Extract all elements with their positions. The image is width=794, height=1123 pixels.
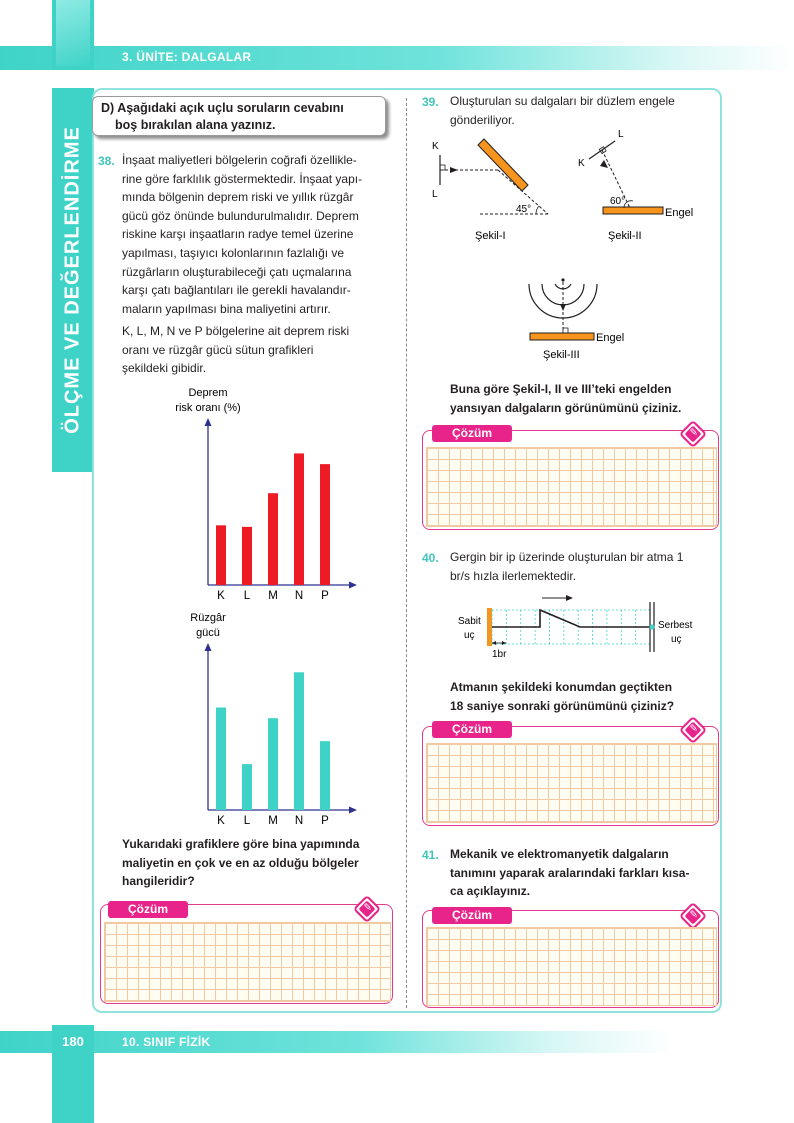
q38-question xyxy=(122,835,397,891)
section-d-line2: boş bırakılan alana yazınız. xyxy=(115,118,276,132)
chart-x-tick-label: L xyxy=(243,815,251,827)
pencil-icon-glyph: ✎ xyxy=(689,427,698,439)
fig1-caption: Şekil-I xyxy=(475,230,506,242)
fig1-label-l: L xyxy=(432,189,438,200)
q39-number: 39. xyxy=(422,95,439,109)
q39-figure-1 xyxy=(420,135,570,247)
chart-y-axis-arrow xyxy=(205,418,212,426)
fig2-label-l: L xyxy=(618,129,624,140)
pencil-icon-glyph: ✎ xyxy=(363,902,372,914)
q41-question-line: ca açıklayınız. xyxy=(450,884,531,899)
fig2-barrier-label: Engel xyxy=(665,207,694,219)
book-title: 10. SINIF FİZİK xyxy=(122,1035,211,1049)
q38-solution-label: Çözüm xyxy=(108,901,188,918)
fig3-source xyxy=(561,278,564,281)
fig3-ray-arrow xyxy=(560,304,566,311)
column-divider xyxy=(406,98,407,1008)
chart-x-tick-label: N xyxy=(294,590,304,602)
chart-ylabel: risk oranı (%) xyxy=(175,402,241,414)
free-end-label: Serbest xyxy=(658,620,693,631)
earthquake-risk-chart xyxy=(160,380,360,605)
section-d-line1: D) Aşağıdaki açık uçlu soruların cevabını xyxy=(101,101,344,115)
q39-figure-3 xyxy=(520,270,640,365)
chart-x-tick-label: P xyxy=(321,815,329,827)
header-band xyxy=(0,46,794,70)
q40-answer-grid[interactable] xyxy=(426,743,717,823)
q40-question-line: 18 saniye sonraki görünümünü çiziniz? xyxy=(450,698,675,713)
fixed-end-label: uç xyxy=(464,630,475,641)
fig1-barrier xyxy=(478,139,528,191)
q41-number: 41. xyxy=(422,848,439,862)
unit-title: 3. ÜNİTE: DALGALAR xyxy=(122,50,252,64)
q38-paragraph-1 xyxy=(122,151,394,318)
q38-p1-line: maların yapılması bina maliyetini artırır. xyxy=(122,301,331,316)
q38-p1-line: yapılması, taşıyıcı kolonlarının fazlalığı ve xyxy=(122,245,345,260)
q40-number: 40. xyxy=(422,551,439,565)
chart-ylabel: Deprem xyxy=(188,387,228,399)
fig2-barrier xyxy=(603,207,663,214)
q39-question-line: Buna göre Şekil-I, II ve III’teki engelden xyxy=(450,382,672,396)
q39-figure-2 xyxy=(570,130,710,245)
free-end-label: uç xyxy=(671,634,682,645)
q39-text-line: gönderiliyor. xyxy=(450,112,515,127)
q39-solution-label: Çözüm xyxy=(432,425,512,442)
q40-solution-label: Çözüm xyxy=(432,721,512,738)
q41-question xyxy=(450,845,720,901)
fig3-barrier xyxy=(530,333,594,340)
chart-bar-N xyxy=(294,672,304,810)
fixed-end-label: Sabit xyxy=(458,616,481,627)
q41-answer-grid[interactable] xyxy=(426,927,717,1006)
wind-power-chart xyxy=(160,605,360,830)
chart-bar-K xyxy=(216,525,226,585)
fig3-caption: Şekil-III xyxy=(543,349,580,361)
chart-x-tick-label: M xyxy=(268,590,278,602)
q38-question-line: Yukarıdaki grafiklere göre bina yapımında xyxy=(122,837,360,851)
q40-question-line: Atmanın şekildeki konumdan geçtikten xyxy=(450,680,673,694)
chart-x-tick-label: K xyxy=(217,815,225,827)
fig1-label-k: K xyxy=(432,141,439,152)
rope-with-pulse xyxy=(492,610,650,627)
q39-answer-grid[interactable] xyxy=(426,447,717,527)
chart-x-tick-label: N xyxy=(294,815,304,827)
q38-answer-grid[interactable] xyxy=(104,922,391,1002)
q40-text xyxy=(450,548,715,585)
chart-x-tick-label: M xyxy=(268,815,278,827)
q38-p1-line: rine göre farklılık göstermektedir. İnşaat yapı- xyxy=(122,171,363,186)
q38-p2-line: şekildeki gibidir. xyxy=(122,361,207,376)
q38-p2-line: K, L, M, N ve P bölgelerine ait deprem riski xyxy=(122,324,350,338)
chart-bar-P xyxy=(320,464,330,585)
chart-y-axis-arrow xyxy=(205,643,212,651)
header-tab-shade xyxy=(56,0,90,66)
fig2-angle: 60° xyxy=(610,196,626,207)
unit-label: 1br xyxy=(492,649,507,660)
fig2-caption: Şekil-II xyxy=(608,230,642,242)
q40-question xyxy=(450,678,720,715)
q41-question-line: tanımını yaparak aralarındaki farkları kısa- xyxy=(450,865,690,880)
q38-question-line: maliyetin en çok ve en az olduğu bölgeler xyxy=(122,855,359,870)
q38-p1-line: gücü göz önünde bulundurulmalıdır. Deprem xyxy=(122,208,359,223)
chart-bar-M xyxy=(268,718,278,810)
chart-x-tick-label: P xyxy=(321,590,329,602)
velocity-arrow-head xyxy=(566,595,573,601)
chart-bar-M xyxy=(268,493,278,585)
fig1-angle: 45° xyxy=(516,204,532,215)
chart-x-axis-arrow xyxy=(349,807,357,814)
q38-p1-line: İnşaat maliyetleri bölgelerin coğrafi özellikle- xyxy=(122,153,357,167)
side-label xyxy=(52,88,94,472)
chart-ylabel: gücü xyxy=(196,627,220,639)
section-d-box xyxy=(92,96,386,136)
q41-question-line: Mekanik ve elektromanyetik dalgaların xyxy=(450,847,669,861)
page-number: 180 xyxy=(62,1034,84,1049)
chart-x-tick-label: K xyxy=(217,590,225,602)
chart-bar-N xyxy=(294,453,304,585)
q39-text xyxy=(450,92,715,129)
fig1-angle-arc xyxy=(536,206,539,214)
fig2-label-k: K xyxy=(578,158,585,169)
chart-bar-L xyxy=(242,764,252,810)
q38-p1-line: mında bölgenin deprem riski ve yıllık rüzgâr xyxy=(122,190,354,205)
free-end-ring xyxy=(650,625,655,630)
fig3-barrier-label: Engel xyxy=(596,332,625,344)
fig2-ray-arrow xyxy=(600,160,608,168)
side-label-text: ÖLÇME VE DEĞERLENDİRME xyxy=(61,126,84,434)
chart-x-tick-label: L xyxy=(243,590,251,602)
q41-solution-label: Çözüm xyxy=(432,907,512,924)
fixed-end-wall xyxy=(487,608,492,646)
fig1-ray-arrow xyxy=(450,167,458,173)
q40-text-line: br/s hızla ilerlemektedir. xyxy=(450,568,577,583)
chart-x-axis-arrow xyxy=(349,582,357,589)
q38-p1-line: karşı çatı bağlantıları ile gerekli havalandır- xyxy=(122,283,351,298)
unit-marker-arrow xyxy=(492,641,496,645)
q38-paragraph-2 xyxy=(122,322,394,378)
q38-number: 38. xyxy=(98,154,115,168)
q38-question-line: hangileridir? xyxy=(122,874,195,889)
q40-rope-figure xyxy=(440,590,710,660)
unit-marker-arrow xyxy=(502,641,506,645)
q39-question xyxy=(450,380,720,417)
pencil-icon-glyph: ✎ xyxy=(689,909,698,921)
chart-bar-L xyxy=(242,527,252,585)
fig3-right-angle xyxy=(563,328,568,333)
chart-bar-P xyxy=(320,741,330,810)
pencil-icon-glyph: ✎ xyxy=(689,723,698,735)
q38-p1-line: rüzgârların oluşturabileceği çatı uçmalarına xyxy=(122,264,352,279)
chart-ylabel: Rüzgâr xyxy=(190,612,226,624)
footer-band xyxy=(0,1031,794,1053)
q38-p2-line: oranı ve rüzgâr gücü sütun grafikleri xyxy=(122,342,314,357)
q39-text-line: Oluşturulan su dalgaları bir düzlem engele xyxy=(450,94,675,108)
q39-question-line: yansıyan dalgaların görünümünü çiziniz. xyxy=(450,400,682,415)
q38-p1-line: riskine karşı inşaatların radye temel üzerine xyxy=(122,227,354,242)
chart-bar-K xyxy=(216,707,226,810)
q40-text-line: Gergin bir ip üzerinde oluşturulan bir atma 1 xyxy=(450,550,684,564)
